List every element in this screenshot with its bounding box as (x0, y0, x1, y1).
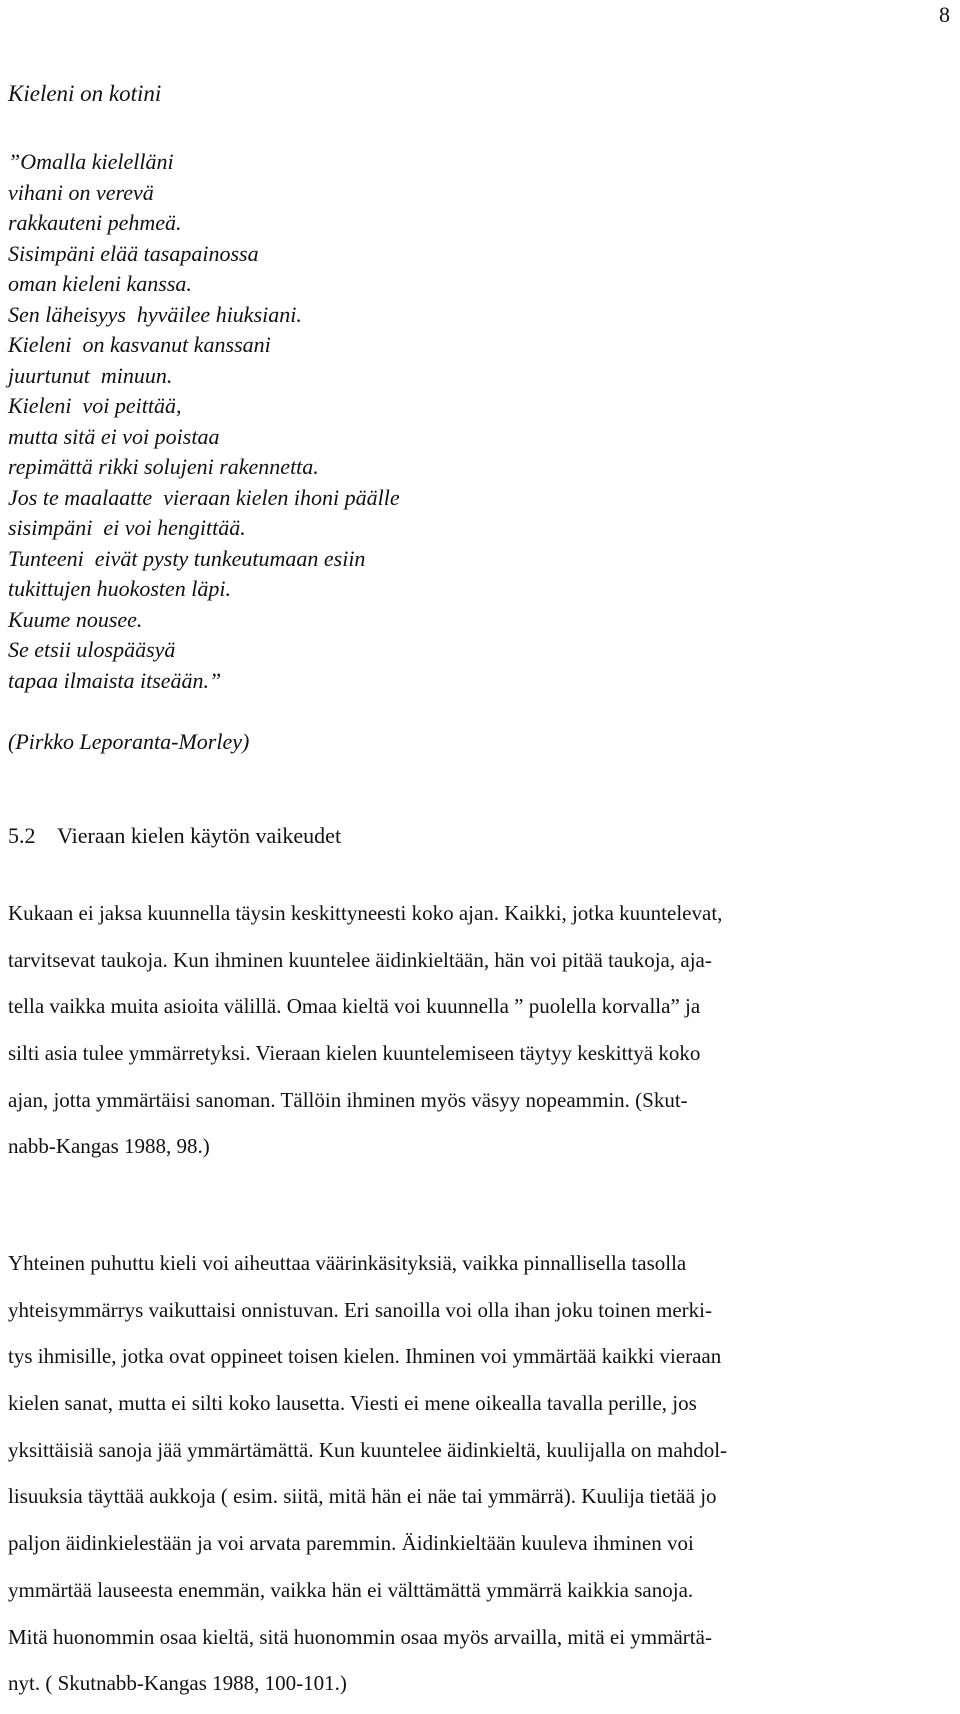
paragraph-line: kielen sanat, mutta ei silti koko lausetta. Viesti ei mene oikealla tavalla perille, jos (8, 1391, 697, 1416)
paragraph-line: tys ihmisille, jotka ovat oppineet toisen kielen. Ihminen voi ymmärtää kaikki vieraan (8, 1344, 722, 1369)
poem-line: oman kieleni kanssa. (8, 271, 192, 296)
poem-line: ”Omalla kielelläni (8, 149, 174, 174)
heading-kieleni-on-kotini: Kieleni on kotini (8, 81, 162, 106)
poem-line: repimättä rikki solujeni rakennetta. (8, 454, 319, 479)
paragraph-line: paljon äidinkielestään ja voi arvata paremmin. Äidinkieltään kuuleva ihminen voi (8, 1531, 694, 1556)
poem-author: (Pirkko Leporanta-Morley) (8, 729, 250, 754)
paragraph-line: yhteisymmärrys vaikuttaisi onnistuvan. Eri sanoilla voi olla ihan joku toinen merki- (8, 1297, 712, 1322)
poem-line: sisimpäni ei voi hengittää. (8, 515, 246, 540)
poem-line: tukittujen huokosten läpi. (8, 576, 232, 601)
poem-line: Kieleni on kasvanut kanssani (8, 332, 271, 357)
poem-line: Kieleni voi peittää, (8, 393, 182, 418)
paragraph (8, 1240, 727, 1707)
poem-line: Sen läheisyys hyväilee hiuksiani. (8, 301, 302, 327)
poem-line: Se etsii ulospääsyä (8, 637, 176, 662)
poem-line: tapaa ilmaista itseään.” (8, 667, 222, 693)
paragraph-line: ymmärtää lauseesta enemmän, vaikka hän ei välttämättä ymmärrä kaikkia sanoja. (8, 1577, 694, 1602)
paragraph-line: Mitä huonommin osaa kieltä, sitä huonommin osaa myös arvailla, mitä ei ymmärtä- (8, 1624, 712, 1649)
paragraph (8, 890, 722, 1170)
poem-line: vihani on verevä (8, 179, 154, 205)
page-number: 8 (939, 2, 950, 27)
paragraph-line: tarvitsevat taukoja. Kun ihminen kuuntelee äidinkieltään, hän voi pitää taukoja, aja- (8, 947, 712, 972)
poem-line: Tunteeni eivät pysty tunkeutumaan esiin (8, 545, 366, 571)
section-heading: 5.2 Vieraan kielen käytön vaikeudet (8, 823, 342, 848)
paragraph-line: Yhteinen puhuttu kieli voi aiheuttaa väärinkäsityksiä, vaikka pinnallisella tasolla (8, 1251, 687, 1275)
poem-line: rakkauteni pehmeä. (8, 210, 182, 235)
paragraph-line: silti asia tulee ymmärretyksi. Vieraan kielen kuuntelemiseen täytyy keskittyä koko (8, 1041, 701, 1066)
poem-line: juurtunut minuun. (8, 362, 173, 388)
paragraph-line: Kukaan ei jaksa kuunnella täysin keskittyneesti koko ajan. Kaikki, jotka kuuntelevat, (8, 901, 723, 925)
paragraph-line: tella vaikka muita asioita välillä. Omaa kieltä voi kuunnella ” puolella korvalla” ja (8, 994, 701, 1019)
poem-line: mutta sitä ei voi poistaa (8, 423, 220, 449)
poem (8, 147, 400, 696)
paragraph-line: yksittäisiä sanoja jää ymmärtämättä. Kun kuuntelee äidinkieltä, kuulijalla on mahdol- (8, 1437, 728, 1462)
paragraph-line: ajan, jotta ymmärtäisi sanoman. Tällöin ihminen myös väsyy nopeammin. (Skut- (8, 1087, 688, 1112)
poem-line: Jos te maalaatte vieraan kielen ihoni päälle (8, 484, 400, 510)
paragraph-line: lisuuksia täyttää aukkoja ( esim. siitä, mitä hän ei näe tai ymmärrä). Kuulija tietää jo (8, 1484, 717, 1509)
paragraph-line: nabb-Kangas 1988, 98.) (8, 1134, 210, 1159)
paragraph-line: nyt. ( Skutnabb-Kangas 1988, 100-101.) (8, 1671, 347, 1696)
poem-line: Sisimpäni elää tasapainossa (8, 240, 259, 266)
poem-line: Kuume nousee. (8, 606, 143, 632)
